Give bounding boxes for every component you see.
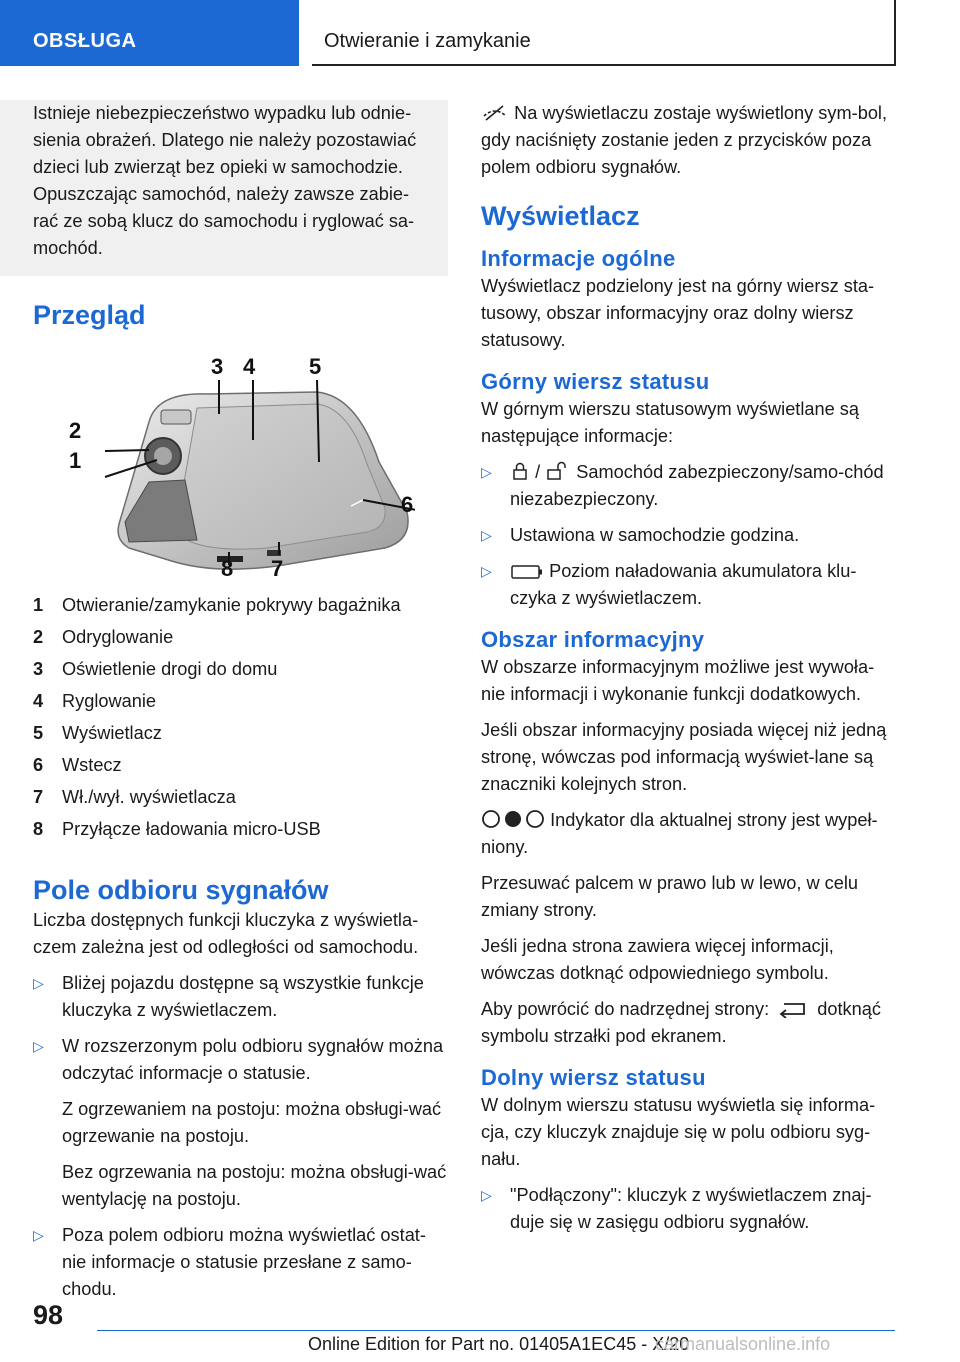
general-text: Wyświetlacz podzielony jest na górny wiersz sta-tusowy, obszar informacyjny oraz dolny wiersz statusowy. [481,276,875,350]
watermark-text: carmanualsonline.info [655,1334,831,1354]
legend-text: Wstecz [62,755,122,775]
legend-text: Oświetlenie drogi do domu [62,659,278,679]
legend-number: 7 [33,787,44,807]
lower-status-list [481,1182,897,1236]
info-text-5: Jeśli jedna strona zawiera więcej informacji, wówczas dotknąć odpowiedniego symbolu. [481,936,834,983]
upper-status-heading: Górny wiersz statusu [481,369,710,394]
legend-item [33,781,448,813]
range-intro: Liczba dostępnych funkcji kluczyka z wyświetla-czem zależna jest od odległości od samochodu. [33,910,419,957]
legend-item [33,589,448,621]
no-signal-icon [481,104,509,122]
page-number: 98 [33,1300,64,1330]
legend-item [33,749,448,781]
legend-number: 5 [33,723,44,743]
triangle-bullet-icon: ▷ [33,975,44,991]
triangle-bullet-icon: ▷ [33,1227,44,1243]
legend-text: Odryglowanie [62,627,174,647]
footer-rule [97,1330,895,1331]
page-dots-icon [481,809,545,829]
chapter-header [312,0,896,66]
range-list [33,970,448,1303]
back-paragraph [481,996,897,1050]
range-item [33,1222,448,1303]
info-text-2: Jeśli obszar informacyjny posiada więcej niż jedną stronę, wówczas pod informacją wyświet-lane są znaczniki kolejnych stron. [481,720,887,794]
range-subtext: Z ogrzewaniem na postoju: można obsługi-wać ogrzewanie na postoju. [62,1099,442,1146]
legend-item [33,621,448,653]
edition-text: Online Edition for Part no. 01405A1EC45 - X/20 [308,1334,690,1354]
no-signal-text: Na wyświetlaczu zostaje wyświetlony sym-bol, gdy naciśnięty zostanie jeden z przycisków poza polem odbioru sygnałów. [481,103,888,177]
general-heading: Informacje ogólne [481,246,676,271]
callout-7: 7 [271,556,284,577]
range-item-text: Bliżej pojazdu dostępne są wszystkie funkcje kluczyka z wyświetlaczem. [62,973,424,1020]
range-item-text: W rozszerzonym polu odbioru sygnałów można odczytać informacje o statusie. [62,1036,444,1083]
chapter-title: Otwieranie i zamykanie [324,30,531,52]
legend-text: Ryglowanie [62,691,157,711]
display-key-illustration [67,352,415,577]
info-text-3: Indykator dla aktualnej strony jest wypeł-niony. [481,810,878,857]
info-text-4: Przesuwać palcem w prawo lub w lewo, w celu zmiany strony. [481,873,859,920]
lower-status-text: W dolnym wierszu statusu wyświetla się informa-cja, czy kluczyk znajduje się w polu odbioru syg-nału. [481,1095,876,1169]
callout-5: 5 [309,354,322,379]
unlocked-icon [545,461,571,481]
locked-icon [510,461,530,481]
upper-status-list [481,459,897,612]
section-title: OBSŁUGA [33,30,137,52]
left-column [33,100,448,1312]
range-item [33,1033,448,1213]
callout-1: 1 [69,448,82,473]
legend-list [33,589,448,845]
upper-status-item [481,558,897,612]
range-heading: Pole odbioru sygnałów [33,875,329,905]
legend-item [33,685,448,717]
page-indicator-paragraph [481,807,897,861]
key-figure [67,352,415,577]
legend-number: 2 [33,627,44,647]
battery-icon [510,564,544,580]
info-area-heading: Obszar informacyjny [481,627,705,652]
lock-status-text: Samochód zabezpieczony/samo-chód niezabezpieczony. [510,462,884,509]
battery-text: Poziom naładowania akumulatora klu-czyka z wyświetlaczem. [510,561,857,608]
lock-separator: / [535,462,541,482]
warning-box [0,100,448,276]
time-text: Ustawiona w samochodzie godzina. [510,525,800,545]
right-column [481,100,897,1245]
legend-number: 8 [33,819,44,839]
legend-item [33,653,448,685]
info-text-1: W obszarze informacyjnym możliwe jest wywoła-nie informacji i wykonanie funkcji dodatkowych. [481,657,875,704]
upper-status-item [481,459,897,513]
legend-number: 1 [33,595,44,615]
legend-text: Przyłącze ładowania micro-USB [62,819,321,839]
range-subtext: Bez ogrzewania na postoju: można obsługi-wać wentylację na postoju. [62,1162,447,1209]
key-top-button [161,410,191,424]
callout-2: 2 [69,418,82,443]
legend-number: 6 [33,755,44,775]
callout-3: 3 [211,354,224,379]
legend-number: 3 [33,659,44,679]
info-text-6b: dotknąć symbolu strzałki pod ekranem. [481,999,881,1046]
overview-heading: Przegląd [33,300,146,330]
range-item [33,970,448,1024]
triangle-bullet-icon: ▷ [481,563,492,579]
lower-status-item [481,1182,897,1236]
header-divider [299,0,312,66]
warning-text: Istnieje niebezpieczeństwo wypadku lub odnie-sienia obrażeń. Dlatego nie należy pozostawiać dzieci lub zwierząt bez opieki w samochodzie. Opuszczając samochód, należy zawsze zabie-rać ze sobą klucz do samochodu i ryglować sa-mochód. [33,103,417,258]
display-heading: Wyświetlacz [481,201,640,231]
upper-status-intro: W górnym wierszu statusowym wyświetlane są następujące informacje: [481,399,860,446]
no-signal-paragraph [481,100,897,181]
lower-status-heading: Dolny wiersz statusu [481,1065,706,1090]
legend-text: Otwieranie/zamykanie pokrywy bagażnika [62,595,401,615]
legend-text: Wł./wył. wyświetlacza [62,787,236,807]
legend-number: 4 [33,691,44,711]
triangle-bullet-icon: ▷ [481,464,492,480]
range-item-text: Poza polem odbioru można wyświetlać ostat-nie informacje o statusie przesłane z samo-chodu. [62,1225,426,1299]
callout-4: 4 [243,354,256,379]
callout-6: 6 [401,492,414,517]
triangle-bullet-icon: ▷ [33,1038,44,1054]
back-arrow-icon [774,1000,812,1018]
legend-text: Wyświetlacz [62,723,162,743]
legend-item [33,813,448,845]
callout-8: 8 [221,556,234,577]
lower-status-item-text: "Podłączony": kluczyk z wyświetlaczem znaj-duje się w zasięgu odbioru sygnałów. [510,1185,872,1232]
section-tab [0,0,299,66]
upper-status-item [481,522,897,549]
triangle-bullet-icon: ▷ [481,1187,492,1203]
legend-item [33,717,448,749]
info-text-6a: Aby powrócić do nadrzędnej strony: [481,999,770,1019]
triangle-bullet-icon: ▷ [481,527,492,543]
